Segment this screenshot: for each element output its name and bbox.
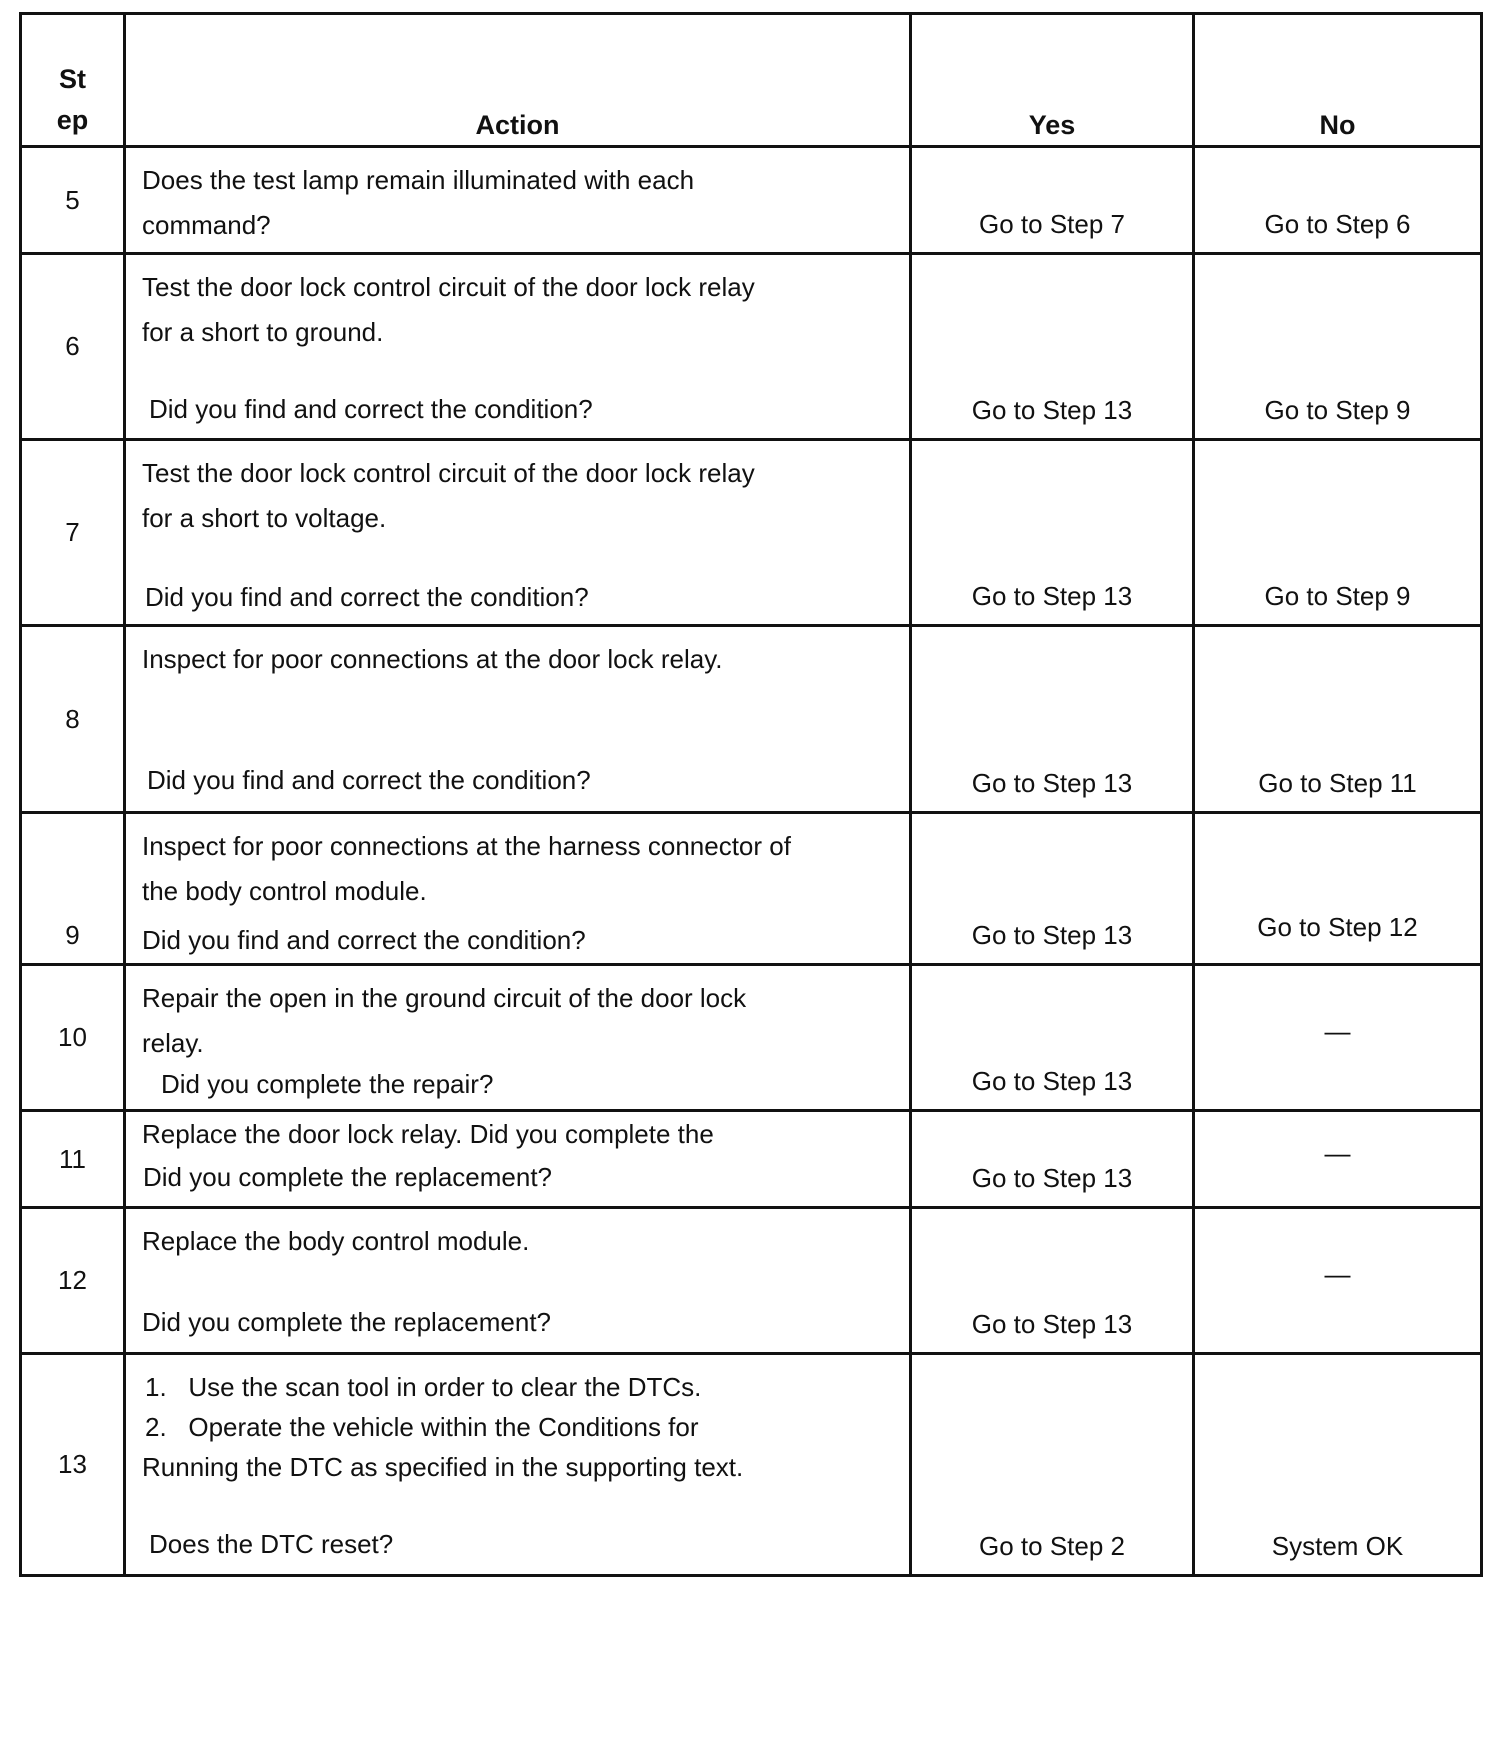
action-line: Replace the door lock relay. Did you complete the (142, 1119, 714, 1149)
action-line: Did you find and correct the condition? (147, 765, 591, 795)
yes-cell (911, 965, 1194, 1111)
header-step-line2: ep (56, 105, 89, 135)
no-cell (1194, 1208, 1482, 1354)
no-value: Go to Step 6 (1264, 209, 1411, 239)
action-line: Did you complete the repair? (161, 1069, 494, 1099)
table-row (21, 1354, 1482, 1576)
action-line: Did you complete the replacement? (142, 1307, 552, 1337)
no-cell (1194, 813, 1482, 965)
yes-value: Go to Step 2 (979, 1531, 1125, 1561)
no-cell (1194, 440, 1482, 626)
no-value: — (1324, 1259, 1351, 1289)
yes-cell (911, 440, 1194, 626)
step-number (21, 813, 125, 965)
action-cell (125, 626, 911, 813)
action-cell (125, 1111, 911, 1208)
action-line: Did you complete the replacement? (143, 1162, 553, 1192)
yes-cell (911, 254, 1194, 440)
table-row (21, 1208, 1482, 1354)
step-number: 13 (21, 1354, 125, 1576)
no-value: System OK (1271, 1531, 1404, 1561)
action-cell (125, 813, 911, 965)
yes-value: Go to Step 13 (971, 581, 1133, 611)
yes-value: Go to Step 13 (971, 1163, 1133, 1193)
action-line: relay. (142, 1028, 204, 1058)
step-number: 8 (21, 626, 125, 813)
yes-value: Go to Step 13 (971, 768, 1133, 798)
yes-cell (911, 1208, 1194, 1354)
action-cell (125, 1208, 911, 1354)
yes-cell (911, 813, 1194, 965)
action-line: for a short to ground. (142, 317, 384, 347)
yes-cell (911, 1354, 1194, 1576)
step-number-text: 9 (65, 920, 80, 950)
no-cell (1194, 1111, 1482, 1208)
action-line: for a short to voltage. (142, 503, 387, 533)
action-line: Does the test lamp remain illuminated with each (142, 165, 695, 195)
yes-cell (911, 147, 1194, 254)
no-value: Go to Step 12 (1257, 912, 1418, 942)
no-value: Go to Step 9 (1264, 581, 1411, 611)
diagnostic-table (19, 12, 1483, 1577)
yes-value: Go to Step 7 (979, 209, 1125, 239)
action-line: Inspect for poor connections at the door lock relay. (142, 644, 723, 674)
action-line: 1. Use the scan tool in order to clear the DTCs. (145, 1372, 702, 1402)
header-yes: Yes (911, 14, 1194, 147)
table-row (21, 1111, 1482, 1208)
action-line: the body control module. (142, 876, 427, 906)
table-row (21, 626, 1482, 813)
no-cell (1194, 254, 1482, 440)
table-row (21, 813, 1482, 965)
no-value: Go to Step 9 (1264, 395, 1411, 425)
header-step-line1: St (59, 64, 86, 94)
yes-value: Go to Step 13 (971, 395, 1133, 425)
table-row (21, 254, 1482, 440)
action-line: 2. Operate the vehicle within the Conditions for (145, 1412, 699, 1442)
yes-value: Go to Step 13 (971, 920, 1133, 950)
no-cell (1194, 147, 1482, 254)
yes-value: Go to Step 13 (971, 1309, 1133, 1339)
no-value: Go to Step 11 (1258, 768, 1417, 798)
action-cell (125, 147, 911, 254)
no-cell (1194, 965, 1482, 1111)
action-line: Inspect for poor connections at the harness connector of (142, 831, 791, 861)
action-line: Test the door lock control circuit of the door lock relay (142, 458, 755, 488)
action-cell (125, 254, 911, 440)
no-cell (1194, 626, 1482, 813)
table-row (21, 147, 1482, 254)
yes-value: Go to Step 13 (971, 1066, 1133, 1096)
step-number: 6 (21, 254, 125, 440)
step-number: 12 (21, 1208, 125, 1354)
header-row (21, 14, 1482, 147)
no-value: — (1324, 1016, 1351, 1046)
step-number: 5 (21, 147, 125, 254)
action-line: Replace the body control module. (142, 1226, 530, 1256)
step-number: 10 (21, 965, 125, 1111)
no-value: — (1324, 1137, 1351, 1168)
header-action: Action (125, 14, 911, 147)
action-line: Did you find and correct the condition? (142, 925, 586, 955)
action-cell (125, 965, 911, 1111)
header-step (21, 14, 125, 147)
action-line: command? (142, 210, 271, 240)
header-no: No (1194, 14, 1482, 147)
action-cell (125, 440, 911, 626)
action-line: Does the DTC reset? (149, 1529, 394, 1559)
yes-cell (911, 626, 1194, 813)
action-line: Did you find and correct the condition? (149, 394, 593, 424)
action-cell (125, 1354, 911, 1576)
table-row (21, 965, 1482, 1111)
action-line: Repair the open in the ground circuit of the door lock (142, 983, 747, 1013)
step-number: 7 (21, 440, 125, 626)
step-number: 11 (21, 1111, 125, 1208)
table-row (21, 440, 1482, 626)
yes-cell (911, 1111, 1194, 1208)
action-line: Test the door lock control circuit of the door lock relay (142, 272, 755, 302)
action-line: Running the DTC as specified in the supporting text. (142, 1452, 744, 1482)
action-line: Did you find and correct the condition? (145, 582, 589, 612)
no-cell (1194, 1354, 1482, 1576)
